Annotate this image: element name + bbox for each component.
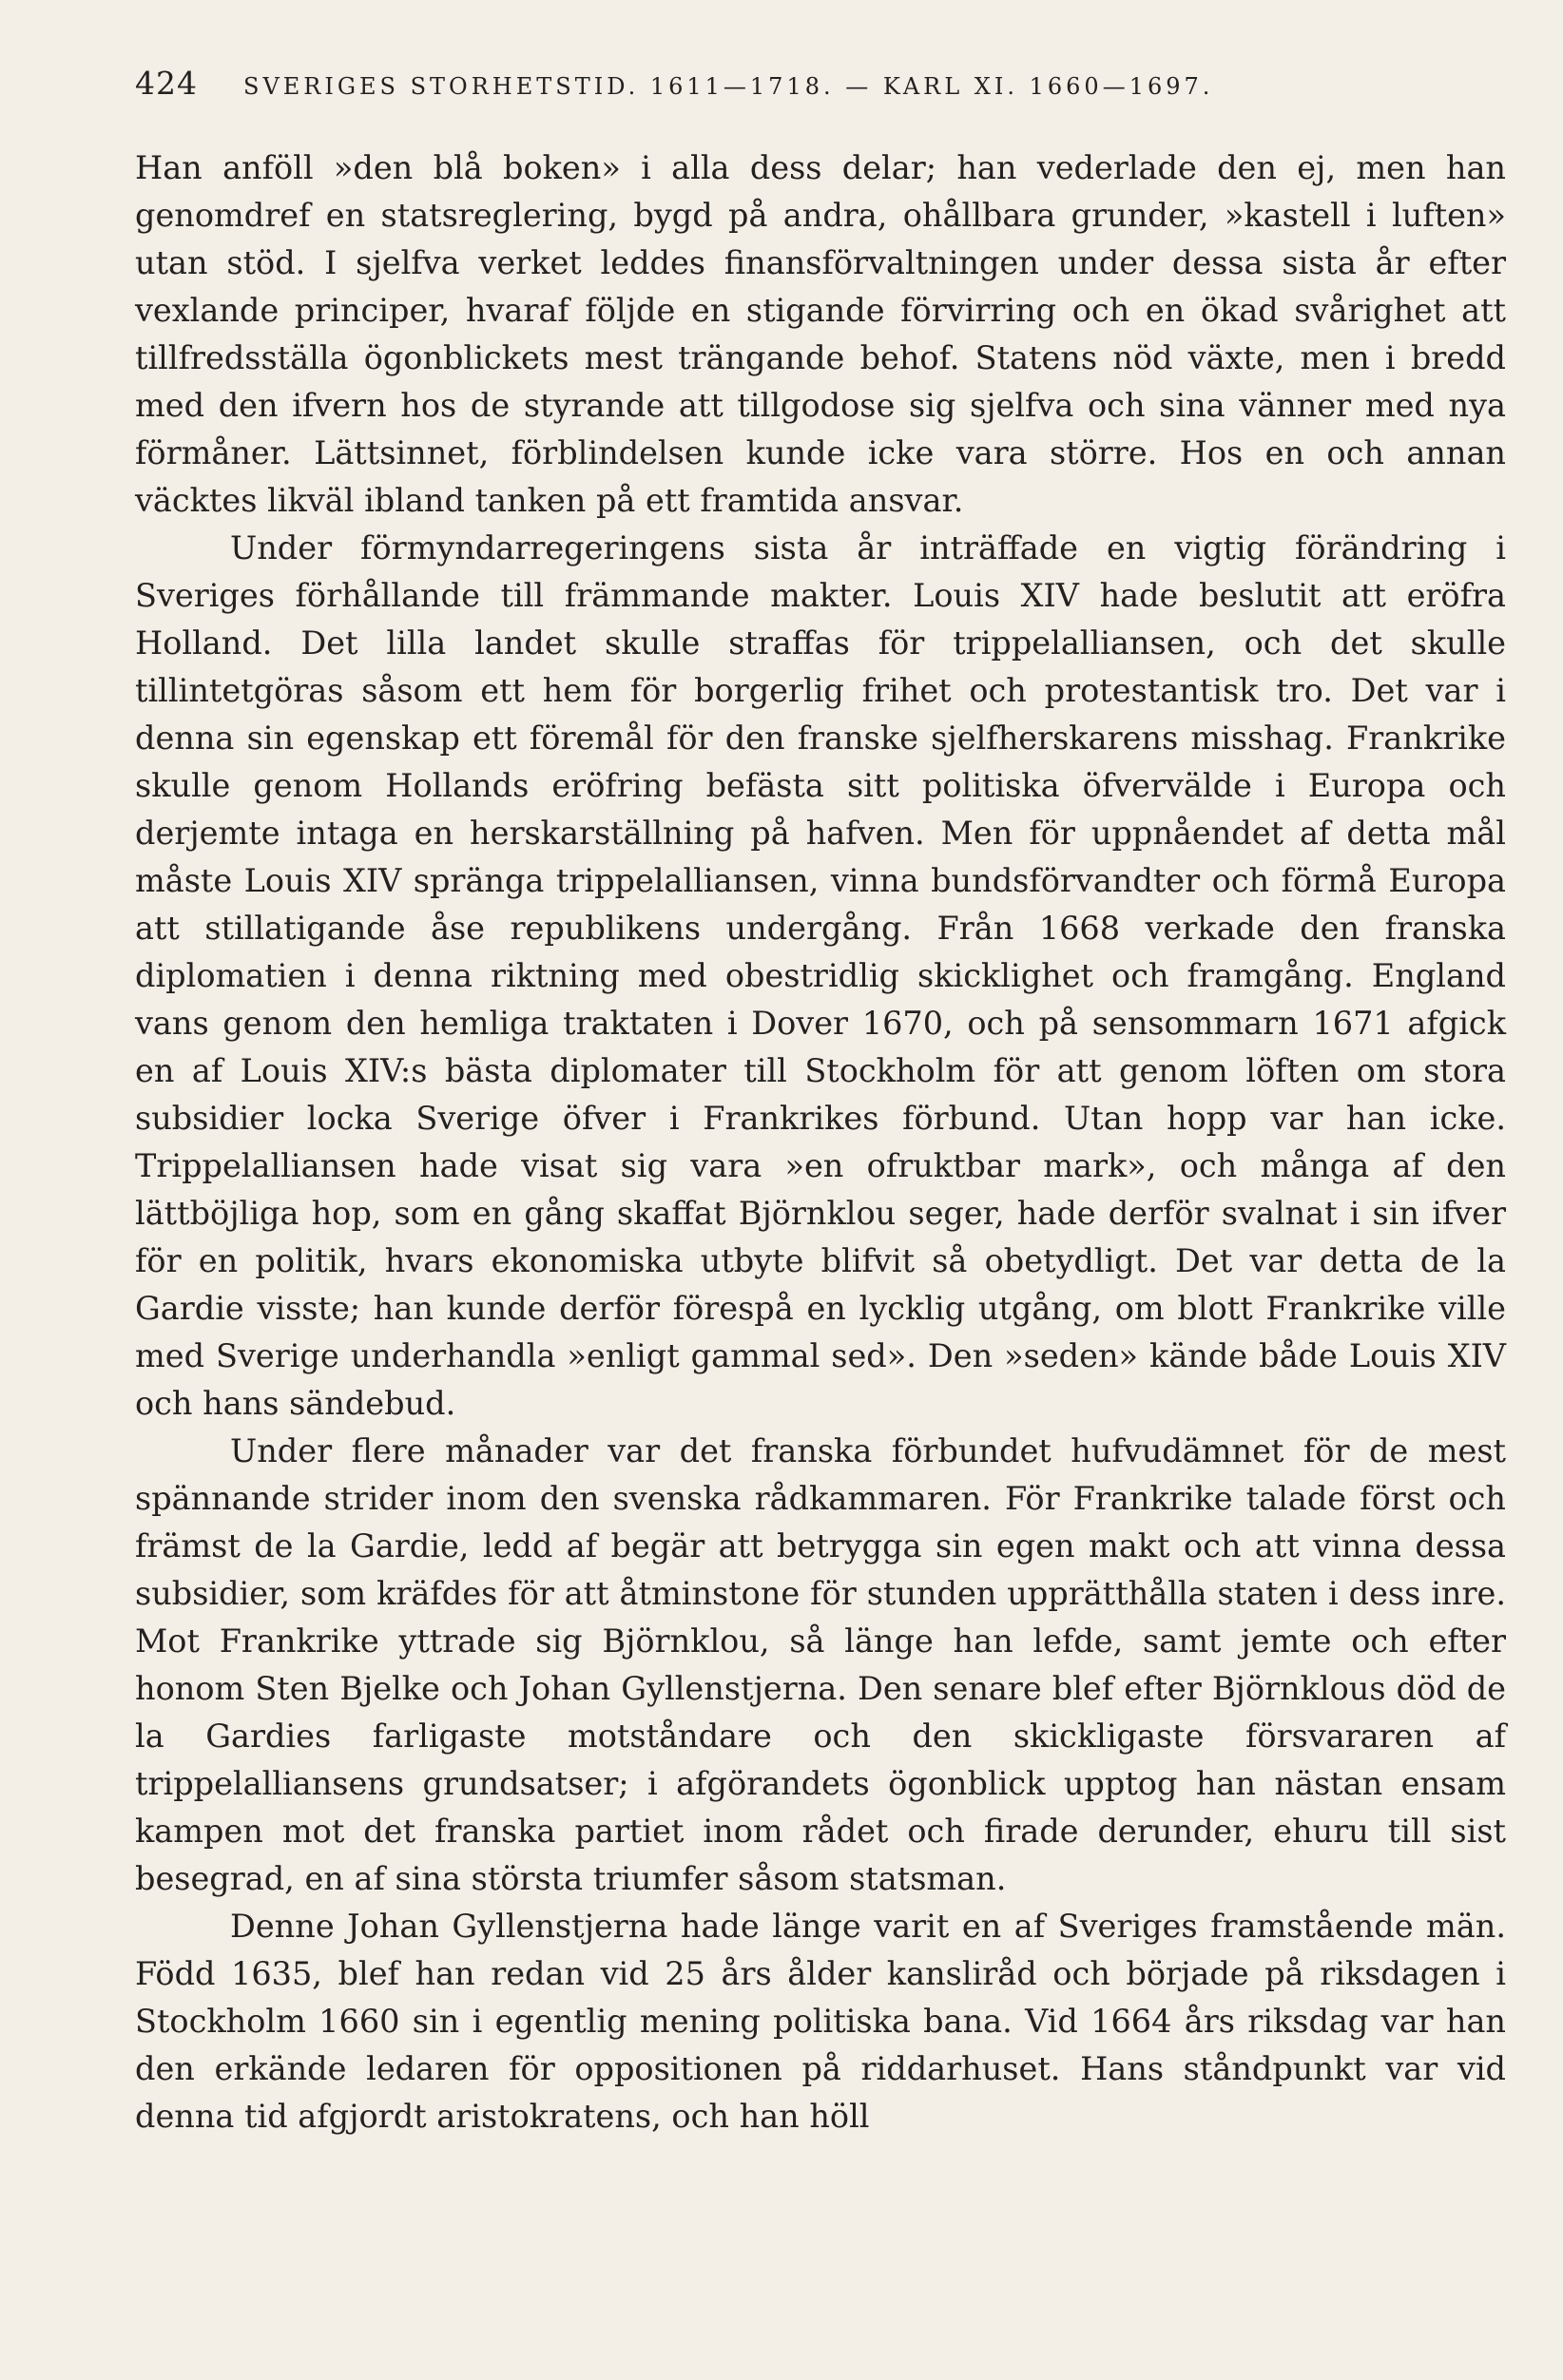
- paragraph: Denne Johan Gyllenstjerna hade länge varit en af Sveriges framstående män. Född 1635, blef han redan vid 25 års ålder kansliråd och började på riksdagen i Stockholm 1660 sin i egentlig mening politiska bana. Vid 1664 års riksdag var han den erkände ledaren för oppositionen på riddarhuset. Hans ståndpunkt var vid denna tid afgjordt aristokratens, och han höll: [135, 1908, 1506, 2135]
- paragraph: Han anföll »den blå boken» i alla dess delar; han vederlade den ej, men han genomdref en statsreglering, bygd på andra, ohållbara grunder, »kastell i luften» utan stöd. I sjelfva verket leddes finansförvaltningen under dessa sista år efter vexlande principer, hvaraf följde en stigande förvirring och en ökad svårighet att tillfredsställa ögonblickets mest trängande behof. Statens nöd växte, men i bredd med den ifvern hos de styrande att tillgodose sig sjelfva och sina vänner med nya förmåner. Lättsinnet, förblindelsen kunde icke vara större. Hos en och annan väcktes likväl ibland tanken på ett framtida ansvar.: [135, 149, 1506, 519]
- page-number: 424: [135, 65, 198, 102]
- paragraph: Under förmyndarregeringens sista år inträffade en vigtig förändring i Sveriges förhållande till främmande makter. Louis XIV hade beslutit att eröfra Holland. Det lilla landet skulle straffas för trippelalliansen, och det skulle tillintetgöras såsom ett hem för borgerlig frihet och protestantisk tro. Det var i denna sin egenskap ett föremål för den franske sjelfherskarens misshag. Frankrike skulle genom Hollands eröfring befästa sitt politiska öfvervälde i Europa och derjemte intaga en herskarställning på hafven. Men för uppnåendet af detta mål måste Louis XIV spränga trippelalliansen, vinna bundsförvandter och förmå Europa att stillatigande åse republikens undergång. Från 1668 verkade den franska diplomatien i denna riktning med obestridlig skicklighet och framgång. England vans genom den hemliga traktaten i Dover 1670, och på sensommarn 1671 afgick en af Louis XIV:s bästa diplomater till Stockholm för att genom löften om stora subsidier locka Sverige öfver i Frankrikes förbund. Utan hopp var han icke. Trippelalliansen hade visat sig vara »en ofruktbar mark», och många af den lättböjliga hop, som en gång skaffat Björnklou seger, hade derför svalnat i sin ifver för en politik, hvars ekonomiska utbyte blifvit så obetydligt. Det var detta de la Gardie visste; han kunde derför förespå en lycklig utgång, om blott Frankrike ville med Sverige underhandla »enligt gammal sed». Den »seden» kände både Louis XIV och hans sändebud.: [135, 529, 1506, 1422]
- running-header: [135, 65, 1506, 106]
- body-text: [135, 144, 1506, 2140]
- running-title: SVERIGES STORHETSTID. 1611—1718. — KARL XI. 1660—1697.: [243, 73, 1214, 100]
- paragraph: Under flere månader var det franska förbundet hufvudämnet för de mest spännande strider inom den svenska rådkammaren. För Frankrike talade först och främst de la Gardie, ledd af begär att betrygga sin egen makt och att vinna dessa subsidier, som kräfdes för att åtminstone för stunden upprätthålla staten i dess inre. Mot Frankrike yttrade sig Björnklou, så länge han lefde, samt jemte och efter honom Sten Bjelke och Johan Gyllenstjerna. Den senare blef efter Björnklous död de la Gardies farligaste motståndare och den skickligaste försvararen af trippelalliansens grundsatser; i afgörandets ögonblick upptog han nästan ensam kampen mot det franska partiet inom rådet och firade derunder, ehuru till sist besegrad, en af sina största triumfer såsom statsman.: [135, 1432, 1506, 1897]
